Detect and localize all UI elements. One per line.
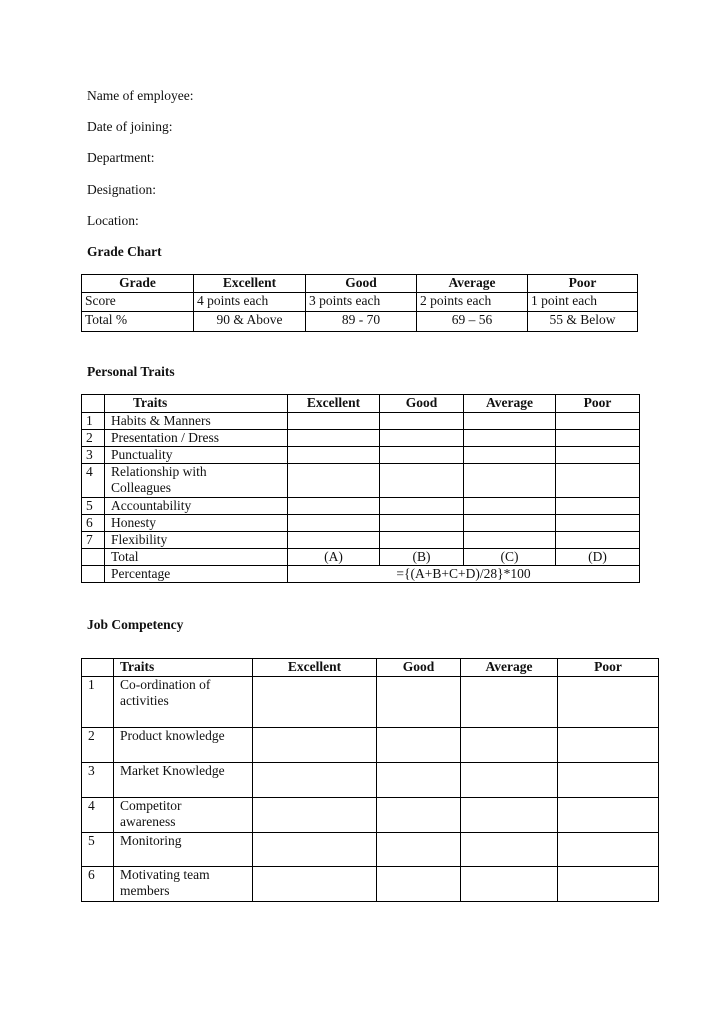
row-number: 5 [82,833,114,867]
trait-label: Product knowledge [114,728,253,763]
trait-label: Monitoring [114,833,253,867]
table-row [82,867,659,902]
grade-chart-heading: Grade Chart [87,244,162,259]
rating-cell[interactable] [253,833,377,867]
rating-cell[interactable] [288,532,380,549]
grade-chart-cell: 4 points each [194,293,306,312]
table-row [82,413,640,430]
row-number: 6 [82,515,105,532]
rating-cell[interactable] [556,447,640,464]
rating-cell[interactable] [461,798,558,833]
rating-cell[interactable] [377,833,461,867]
rating-cell[interactable] [556,430,640,447]
total-mark-c: (C) [464,549,556,566]
table-row [82,677,659,728]
table-row [82,833,659,867]
personal-traits-header-traits: Traits [105,395,288,413]
grade-chart-row-score [82,293,638,312]
rating-cell[interactable] [461,677,558,728]
total-mark-b: (B) [380,549,464,566]
rating-cell[interactable] [380,430,464,447]
trait-label: Habits & Manners [105,413,288,430]
trait-label: Honesty [105,515,288,532]
table-row [82,498,640,515]
grade-chart-cell: 90 & Above [194,312,306,332]
rating-cell[interactable] [377,798,461,833]
rating-cell[interactable] [377,728,461,763]
rating-cell[interactable] [288,447,380,464]
row-number: 3 [82,763,114,798]
table-row [82,728,659,763]
field-date-of-joining: Date of joining: [87,119,173,134]
rating-cell[interactable] [253,677,377,728]
trait-label: Relationship with Colleagues [105,464,288,498]
rating-cell[interactable] [380,532,464,549]
percentage-label: Percentage [105,566,288,583]
rating-cell[interactable] [288,498,380,515]
job-competency-header-good: Good [377,659,461,677]
total-mark-d: (D) [556,549,640,566]
total-row [82,549,640,566]
rating-cell[interactable] [461,867,558,902]
row-number: 7 [82,532,105,549]
rating-cell[interactable] [558,677,659,728]
rating-cell[interactable] [461,763,558,798]
job-competency-header-average: Average [461,659,558,677]
personal-traits-heading: Personal Traits [87,364,175,379]
row-number: 3 [82,447,105,464]
rating-cell[interactable] [377,677,461,728]
grade-chart-cell: 89 - 70 [306,312,417,332]
row-number: 6 [82,867,114,902]
job-competency-header-traits: Traits [114,659,253,677]
rating-cell[interactable] [253,728,377,763]
rating-cell[interactable] [380,464,464,498]
percentage-row [82,566,640,583]
row-number: 1 [82,677,114,728]
row-number: 4 [82,798,114,833]
rating-cell[interactable] [558,833,659,867]
rating-cell[interactable] [288,413,380,430]
table-row [82,515,640,532]
rating-cell[interactable] [464,532,556,549]
trait-label: Co-ordination of activities [114,677,253,728]
rating-cell[interactable] [380,515,464,532]
field-designation: Designation: [87,182,156,197]
rating-cell[interactable] [556,498,640,515]
total-mark-a: (A) [288,549,380,566]
rating-cell[interactable] [380,498,464,515]
rating-cell[interactable] [380,447,464,464]
row-number: 5 [82,498,105,515]
trait-label: Presentation / Dress [105,430,288,447]
table-row [82,763,659,798]
personal-traits-header-poor: Poor [556,395,640,413]
rating-cell[interactable] [558,798,659,833]
personal-traits-header-good: Good [380,395,464,413]
rating-cell[interactable] [464,430,556,447]
trait-label: Market Knowledge [114,763,253,798]
rating-cell[interactable] [288,464,380,498]
field-location: Location: [87,213,139,228]
job-competency-heading: Job Competency [87,617,184,632]
rating-cell[interactable] [253,763,377,798]
rating-cell[interactable] [464,498,556,515]
grade-chart-table [81,274,638,332]
rating-cell[interactable] [288,430,380,447]
rating-cell[interactable] [464,515,556,532]
row-number: 2 [82,728,114,763]
rating-cell[interactable] [253,798,377,833]
rating-cell[interactable] [461,728,558,763]
rating-cell[interactable] [558,763,659,798]
table-row [82,447,640,464]
field-name-of-employee: Name of employee: [87,88,194,103]
grade-chart-cell: 55 & Below [528,312,638,332]
table-row [82,798,659,833]
rating-cell[interactable] [558,728,659,763]
trait-label: Punctuality [105,447,288,464]
job-competency-table [81,658,659,902]
grade-chart-cell: Total % [82,312,194,332]
job-competency-header-poor: Poor [558,659,659,677]
trait-label: Competitor awareness [114,798,253,833]
rating-cell[interactable] [461,833,558,867]
table-row [82,430,640,447]
rating-cell[interactable] [556,413,640,430]
table-row [82,532,640,549]
total-label: Total [105,549,288,566]
percentage-formula: ={(A+B+C+D)/28}*100 [288,566,640,583]
grade-chart-cell: 2 points each [417,293,528,312]
grade-chart-header-excellent: Excellent [194,275,306,293]
personal-traits-header-average: Average [464,395,556,413]
rating-cell[interactable] [377,763,461,798]
rating-cell[interactable] [464,464,556,498]
grade-chart-cell: 1 point each [528,293,638,312]
table-row [82,464,640,498]
rating-cell[interactable] [558,867,659,902]
rating-cell[interactable] [556,532,640,549]
rating-cell[interactable] [556,464,640,498]
rating-cell[interactable] [380,413,464,430]
job-competency-header-excellent: Excellent [253,659,377,677]
trait-label: Motivating team members [114,867,253,902]
grade-chart-cell: Score [82,293,194,312]
grade-chart-cell: 69 – 56 [417,312,528,332]
grade-chart-header-good: Good [306,275,417,293]
grade-chart-cell: 3 points each [306,293,417,312]
rating-cell[interactable] [253,867,377,902]
rating-cell[interactable] [464,413,556,430]
rating-cell[interactable] [464,447,556,464]
row-number: 4 [82,464,105,498]
grade-chart-header-grade: Grade [82,275,194,293]
personal-traits-header-excellent: Excellent [288,395,380,413]
trait-label: Accountability [105,498,288,515]
rating-cell[interactable] [556,515,640,532]
grade-chart-header-poor: Poor [528,275,638,293]
personal-traits-table [81,394,640,583]
row-number: 2 [82,430,105,447]
grade-chart-row-total [82,312,638,332]
rating-cell[interactable] [377,867,461,902]
trait-label: Flexibility [105,532,288,549]
rating-cell[interactable] [288,515,380,532]
grade-chart-header-average: Average [417,275,528,293]
field-department: Department: [87,150,155,165]
row-number: 1 [82,413,105,430]
